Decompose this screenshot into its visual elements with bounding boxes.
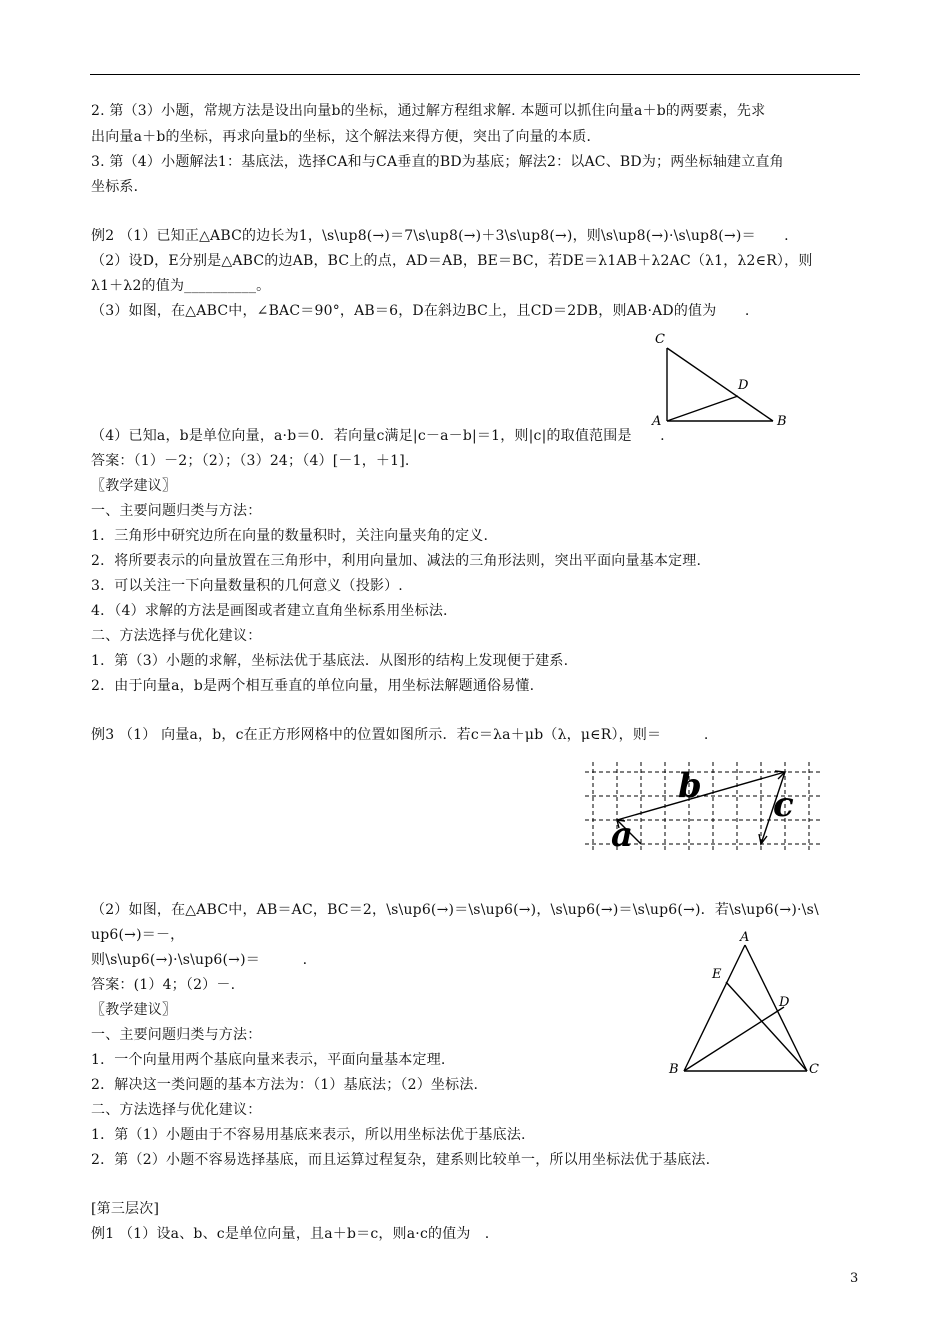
label-c: C xyxy=(809,1062,819,1077)
label-a: A xyxy=(652,414,662,429)
label-d: D xyxy=(738,378,749,393)
text-line: 1．一个向量用两个基底向量来表示，平面向量基本定理. xyxy=(91,1052,446,1068)
text-line: 坐标系． xyxy=(91,179,148,195)
text-line: 一、主要问题归类与方法： xyxy=(91,1027,262,1043)
text-line: [第三层次] xyxy=(91,1201,160,1217)
text-line: 2. 第（3）小题，常规方法是设出向量b的坐标，通过解方程组求解. 本题可以抓住向量a＋b的两要素，先求 xyxy=(91,103,766,119)
label-e: E xyxy=(712,967,722,982)
vector-grid-figure xyxy=(585,760,825,855)
text-line: 3. 第（4）小题解法1：基底法，选择CA和与CA垂直的BD为基底；解法2：以AC、BD为；两坐标轴建立直角 xyxy=(91,154,784,170)
text-line: 2．解决这一类问题的基本方法为：（1）基底法；（2）坐标法. xyxy=(91,1077,479,1093)
label-vector-c: c xyxy=(773,785,794,825)
text-line: 则\s\up6(→)·\s\up6(→)＝ . xyxy=(91,952,308,968)
text-line: up6(→)＝－， xyxy=(91,927,185,943)
text-line: λ1＋λ2的值为__________。 xyxy=(91,278,271,294)
text-line: 出向量a＋b的坐标，再求向量b的坐标，这个解法来得方便，突出了向量的本质． xyxy=(91,129,601,145)
label-d: D xyxy=(779,995,790,1010)
text-line: 〖教学建议〗 xyxy=(91,478,177,494)
header-rule xyxy=(90,74,860,75)
text-line: 答案：（1）－2；（2）；（3）24；（4）[－1，＋1]. xyxy=(91,453,410,469)
text-line: 例1 （1）设a、b、c是单位向量，且a＋b＝c，则a·c的值为 . xyxy=(91,1226,490,1242)
text-line: 答案：(1）4；（2）－. xyxy=(91,977,236,993)
text-line: 一、主要问题归类与方法： xyxy=(91,503,262,519)
triangle-figure-1 xyxy=(640,325,800,435)
text-line: 例2 （1）已知正△ABC的边长为1，\s\up8(→)＝7\s\up8(→)＋3\s\up8(→)，则\s\up8(→)·\s\up8(→)＝ . xyxy=(91,228,789,244)
text-line: （3）如图，在△ABC中，∠BAC＝90°，AB＝6，D在斜边BC上，且CD＝2DB，则AB·AD的值为 . xyxy=(91,303,750,319)
label-b: B xyxy=(777,414,787,429)
text-line: 1．第（3）小题的求解，坐标法优于基底法．从图形的结构上发现便于建系. xyxy=(91,653,569,669)
text-line: 1．第（1）小题由于不容易用基底来表示，所以用坐标法优于基底法. xyxy=(91,1127,526,1143)
label-vector-b: b xyxy=(678,766,702,806)
text-line: 〖教学建议〗 xyxy=(91,1002,177,1018)
text-line: 二、方法选择与优化建议： xyxy=(91,628,262,644)
text-line: 3．可以关注一下向量数量积的几何意义（投影）. xyxy=(91,578,403,594)
label-a: A xyxy=(740,930,750,945)
text-line: （2）设D，E分别是△ABC的边AB，BC上的点，AD＝AB，BE＝BC，若DE＝λ1AB＋λ2AC（λ1，λ2∈R），则 xyxy=(91,253,813,269)
text-line: 4．（4）求解的方法是画图或者建立直角坐标系用坐标法. xyxy=(91,603,448,619)
text-line: （4）已知a，b是单位向量，a·b＝0．若向量c满足|c－a－b|＝1，则|c|的取值范围是 . xyxy=(91,428,665,444)
text-line: 2．由于向量a，b是两个相互垂直的单位向量，用坐标法解题通俗易懂. xyxy=(91,678,535,694)
text-line: （2）如图，在△ABC中，AB＝AC，BC＝2，\s\up6(→)＝\s\up6(→)，\s\up6(→)＝\s\up6(→)．若\s\up6(→)·\s\ xyxy=(91,902,819,918)
triangle-figure-2 xyxy=(660,925,830,1085)
text-line: 2．第（2）小题不容易选择基底，而且运算过程复杂，建系则比较单一，所以用坐标法优于基底法. xyxy=(91,1152,711,1168)
text-line: 2．将所要表示的向量放置在三角形中，利用向量加、减法的三角形法则，突出平面向量基本定理. xyxy=(91,553,702,569)
page-number: 3 xyxy=(850,1271,859,1286)
text-line: 二、方法选择与优化建议： xyxy=(91,1102,262,1118)
label-vector-a: a xyxy=(611,815,634,855)
label-b: B xyxy=(669,1062,679,1077)
label-c: C xyxy=(655,332,665,347)
text-line: 1．三角形中研究边所在向量的数量积时，关注向量夹角的定义. xyxy=(91,528,489,544)
text-line: 例3 （1） 向量a，b，c在正方形网格中的位置如图所示．若c＝λa＋μb（λ，μ∈R），则＝ . xyxy=(91,727,709,743)
